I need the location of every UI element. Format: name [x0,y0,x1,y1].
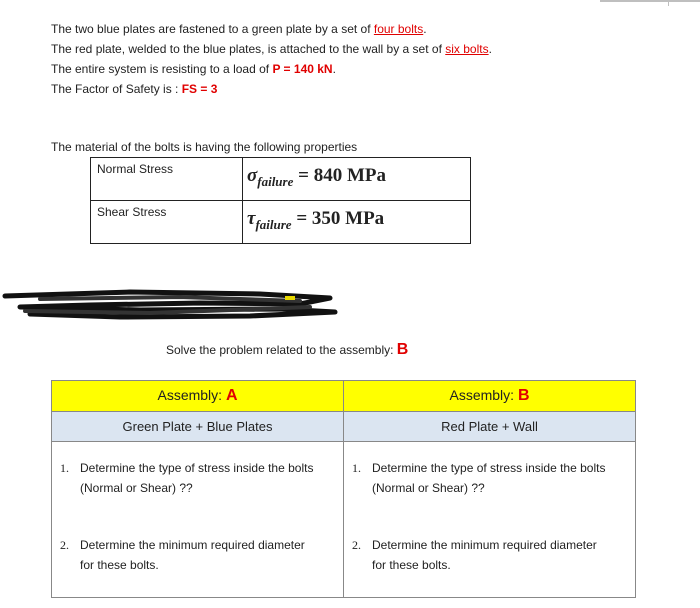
intro-line-4: The Factor of Safety is : FS = 3 [51,82,218,96]
selected-assembly: B [396,341,409,358]
assembly-b-parts: Red Plate + Wall [344,412,636,442]
normal-stress-label: Normal Stress [91,158,243,201]
top-border-line [600,0,700,2]
factor-of-safety-value: FS = 3 [181,82,218,96]
six-bolts-text: six bolts [445,42,489,56]
assembly-a-questions [52,442,344,598]
assembly-a-parts: Green Plate + Blue Plates [52,412,344,442]
assembly-a-header: Assembly: A [52,381,344,412]
shear-stress-row [91,200,471,243]
shear-stress-formula: $\tau_{failure} = 350$ MPa [247,207,385,232]
material-intro: The material of the bolts is having the following properties [51,140,358,154]
top-border-tick [668,0,669,6]
solve-instruction: Solve the problem related to the assembly: B [166,341,409,358]
material-properties-table [90,157,471,244]
redaction-scribble [0,283,345,323]
shear-stress-label: Shear Stress [91,200,243,243]
question-2: 2. Determine the minimum required diameter for these bolts. [352,538,597,572]
assembly-b-questions [344,442,636,598]
intro-line-3: The entire system is resisting to a load of P = 140 kN. [51,62,336,76]
normal-stress-formula: $\sigma_{failure} = 840$ MPa [247,165,386,189]
intro-line-2: The red plate, welded to the blue plates, is attached to the wall by a set of six bolts. [51,42,492,56]
load-value: P = 140 kN [272,62,333,76]
four-bolts-text: four bolts [373,22,424,36]
question-2: 2. Determine the minimum required diameter for these bolts. [60,538,305,572]
question-1: 1. Determine the type of stress inside the bolts (Normal or Shear) ?? [60,461,314,495]
normal-stress-row [91,158,471,201]
problem-statement [51,19,492,99]
question-1: 1. Determine the type of stress inside the bolts (Normal or Shear) ?? [352,461,606,495]
assembly-table [51,380,636,598]
assembly-b-header: Assembly: B [344,381,636,412]
intro-line-1: The two blue plates are fastened to a green plate by a set of four bolts. [51,22,427,36]
